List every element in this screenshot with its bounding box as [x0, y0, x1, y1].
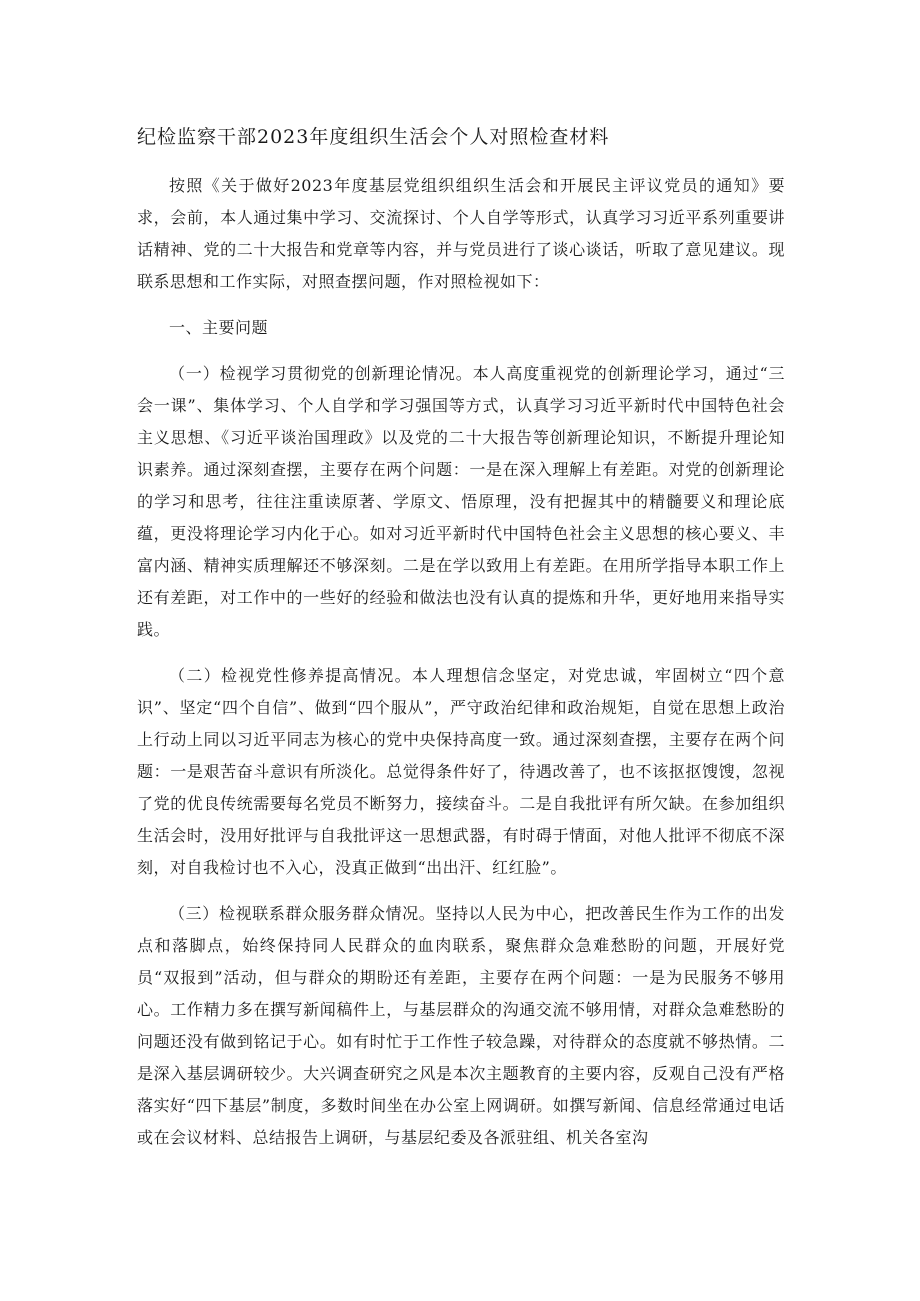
paragraph-party-spirit: （二）检视党性修养提高情况。本人理想信念坚定，对党忠诚，牢固树立“四个意识”、坚定“四个自信”、做到“四个服从”，严守政治纪律和政治规矩，自觉在思想上政治上行动上同以习近平同志为核心的党中央保持高度一致。通过深刻查摆，主要存在两个问题：一是艰苦奋斗意识有所淡化。总觉得条件好了，待遇改善了，也不该抠抠馊馊，忽视了党的优良传统需要每名党员不断努力，接续奋斗。二是自我批评有所欠缺。在参加组织生活会时，没用好批评与自我批评这一思想武器，有时碍于情面，对他人批评不彻底不深刻，对自我检讨也不入心，没真正做到“出出汗、红红脸”。: [137, 666, 785, 877]
document-body: [137, 170, 785, 1168]
intro-paragraph: 按照《关于做好2023年度基层党组织组织生活会和开展民主评议党员的通知》要求，会前，本人通过集中学习、交流探讨、个人自学等形式，认真学习习近平系列重要讲话精神、党的二十大报告和党章等内容，并与党员进行了谈心谈话，听取了意见建议。现联系思想和工作实际，对照查摆问题，作对照检视如下：: [137, 176, 785, 291]
document-title: 纪检监察干部2023年度组织生活会个人对照检查材料: [137, 126, 610, 148]
section-heading: 一、主要问题: [169, 318, 269, 337]
paragraph-serving-masses: （三）检视联系群众服务群众情况。坚持以人民为中心，把改善民生作为工作的出发点和落脚点，始终保持同人民群众的血肉联系，聚焦群众急难愁盼的问题，开展好党员“双报到”活动，但与群众的期盼还有差距，主要存在两个问题：一是为民服务不够用心。工作精力多在撰写新闻稿件上，与基层群众的沟通交流不够用情，对群众急难愁盼的问题还没有做到铭记于心。如有时忙于工作性子较急躁，对待群众的态度就不够热情。二是深入基层调研较少。大兴调查研究之风是本次主题教育的主要内容，反观自己没有严格落实好“四下基层”制度，多数时间坐在办公室上网调研。如撰写新闻、信息经常通过电话或在会议材料、总结报告上调研，与基层纪委及各派驻组、机关各室沟: [137, 904, 785, 1147]
paragraph-study: （一）检视学习贯彻党的创新理论情况。本人高度重视党的创新理论学习，通过“三会一课”、集体学习、个人自学和学习强国等方式，认真学习习近平新时代中国特色社会主义思想、《习近平谈治国理政》以及党的二十大报告等创新理论知识，不断提升理论知识素养。通过深刻查摆，主要存在两个问题：一是在深入理解上有差距。对党的创新理论的学习和思考，往往注重读原著、学原文、悟原理，没有把握其中的精髓要义和理论底蕴，更没将理论学习内化于心。如对习近平新时代中国特色社会主义思想的核心要义、丰富内涵、精神实质理解还不够深刻。二是在学以致用上有差距。在用所学指导本职工作上还有差距，对工作中的一些好的经验和做法也没有认真的提炼和升华，更好地用来指导实践。: [137, 364, 785, 639]
